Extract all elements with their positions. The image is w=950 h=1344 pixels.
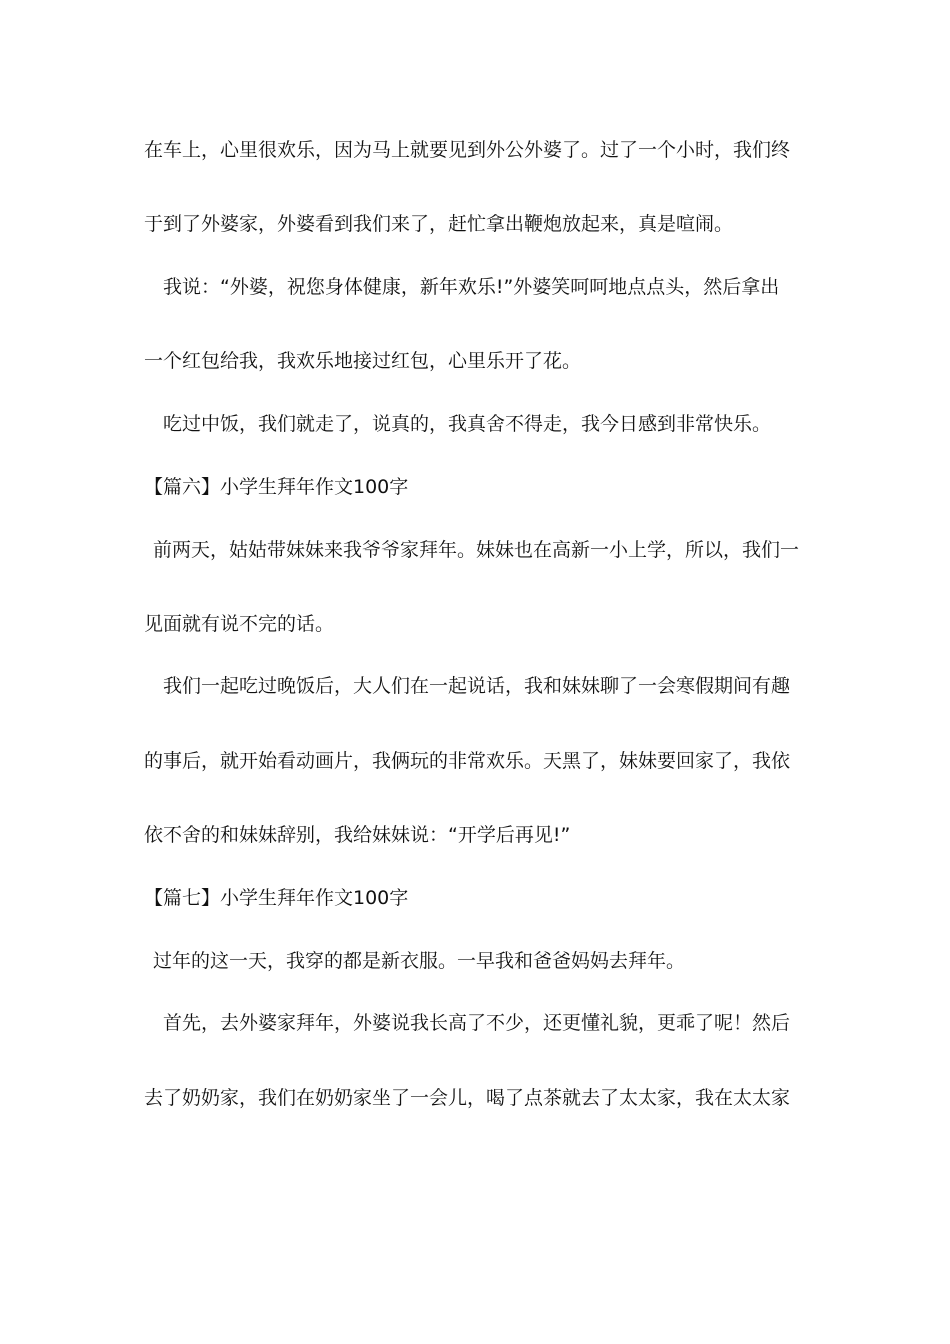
paragraph-line: 前两天，姑姑带妹妹来我爷爷家拜年。妹妹也在高新一小上学，所以，我们一 <box>153 539 800 561</box>
section-heading: 【篇七】小学生拜年作文100字 <box>144 887 409 909</box>
paragraph-line: 我们一起吃过晚饭后，大人们在一起说话，我和妹妹聊了一会寒假期间有趣 <box>163 675 791 697</box>
paragraph-line: 于到了外婆家，外婆看到我们来了，赶忙拿出鞭炮放起来，真是喧闹。 <box>144 213 734 235</box>
paragraph-line: 见面就有说不完的话。 <box>144 613 335 635</box>
paragraph-line: 的事后，就开始看动画片，我俩玩的非常欢乐。天黑了，妹妹要回家了，我依 <box>144 750 791 772</box>
paragraph-line: 我说：“外婆，祝您身体健康，新年欢乐!”外婆笑呵呵地点点头，然后拿出 <box>163 276 780 298</box>
paragraph-line: 依不舍的和妹妹辞别，我给妹妹说：“开学后再见!” <box>144 824 571 846</box>
paragraph-line: 吃过中饭，我们就走了，说真的，我真舍不得走，我今日感到非常快乐。 <box>163 413 772 435</box>
paragraph-line: 一个红包给我，我欢乐地接过红包，心里乐开了花。 <box>144 350 582 372</box>
section-heading: 【篇六】小学生拜年作文100字 <box>144 476 409 498</box>
paragraph-line: 过年的这一天，我穿的都是新衣服。一早我和爸爸妈妈去拜年。 <box>153 950 686 972</box>
paragraph-line: 在车上，心里很欢乐，因为马上就要见到外公外婆了。过了一个小时，我们终 <box>144 139 791 161</box>
paragraph-line: 去了奶奶家，我们在奶奶家坐了一会儿，喝了点茶就去了太太家，我在太太家 <box>144 1087 791 1109</box>
paragraph-line: 首先，去外婆家拜年，外婆说我长高了不少，还更懂礼貌，更乖了呢！然后 <box>163 1012 791 1034</box>
